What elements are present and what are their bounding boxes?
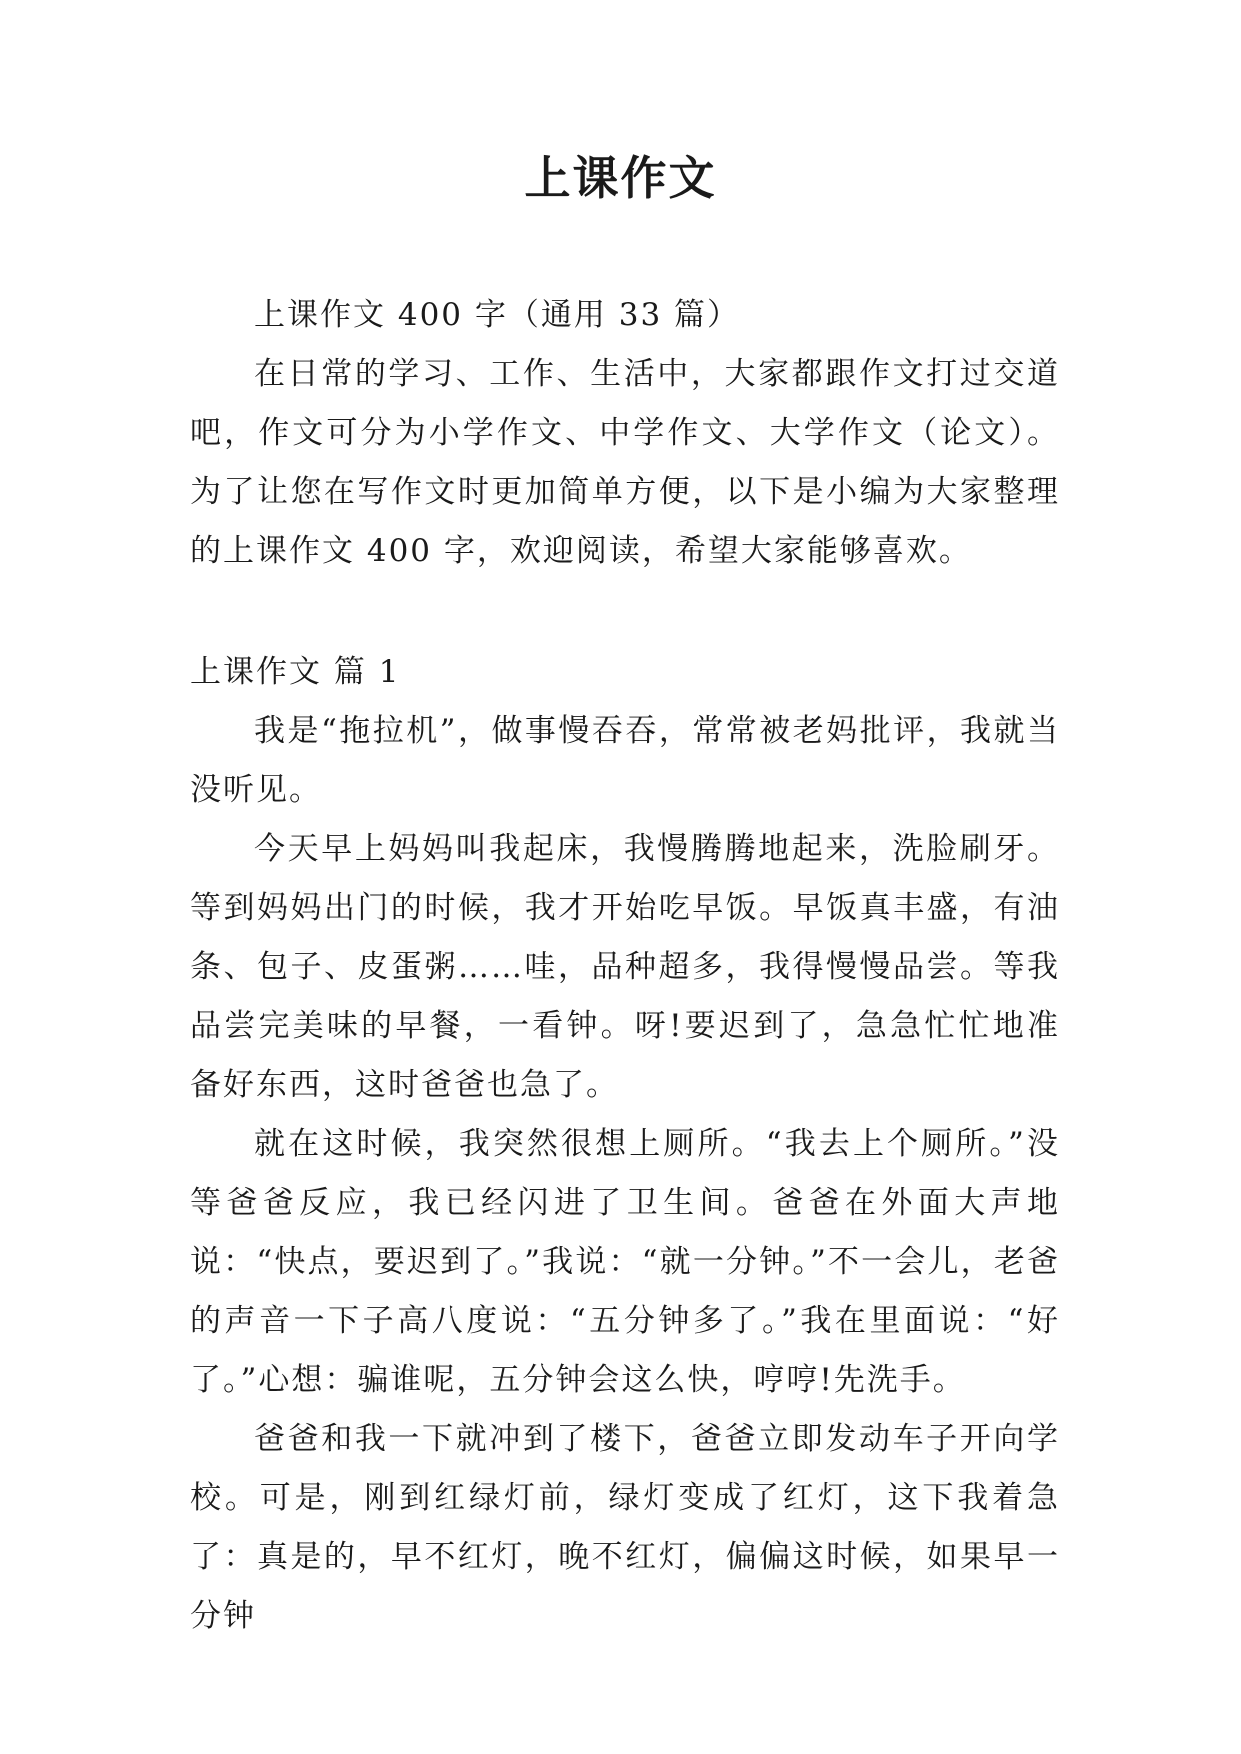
document-subtitle: 上课作文 400 字（通用 33 篇） [254, 297, 741, 333]
section-heading: 上课作文 篇 1 [190, 654, 401, 690]
body-paragraph: 我是“拖拉机”，做事慢吞吞，常常被老妈批评，我就当没听见。 [190, 713, 1060, 808]
intro-paragraph: 在日常的学习、工作、生活中，大家都跟作文打过交道吧，作文可分为小学作文、中学作文、大学作文（论文）。为了让您在写作文时更加简单方便，以下是小编为大家整理的上课作文 400 字，欢迎阅读，希望大家能够喜欢。 [190, 356, 1060, 569]
body-paragraph: 就在这时候，我突然很想上厕所。“我去上个厕所。”没等爸爸反应，我已经闪进了卫生间。爸爸在外面大声地说：“快点，要迟到了。”我说：“就一分钟。”不一会儿，老爸的声音一下子高八度说：“五分钟多了。”我在里面说：“好了。”心想：骗谁呢，五分钟会这么快，哼哼!先洗手。 [190, 1126, 1060, 1398]
body-paragraph: 爸爸和我一下就冲到了楼下，爸爸立即发动车子开向学校。可是，刚到红绿灯前，绿灯变成了红灯，这下我着急了：真是的，早不红灯，晚不红灯，偏偏这时候，如果早一分钟 [190, 1421, 1060, 1634]
document-body [190, 286, 1060, 1646]
body-paragraph: 今天早上妈妈叫我起床，我慢腾腾地起来，洗脸刷牙。等到妈妈出门的时候，我才开始吃早饭。早饭真丰盛，有油条、包子、皮蛋粥……哇，品种超多，我得慢慢品尝。等我品尝完美味的早餐，一看钟。呀!要迟到了，急急忙忙地准备好东西，这时爸爸也急了。 [190, 831, 1060, 1103]
section-spacer [190, 581, 1060, 643]
document-title: 上课作文 [524, 151, 717, 205]
